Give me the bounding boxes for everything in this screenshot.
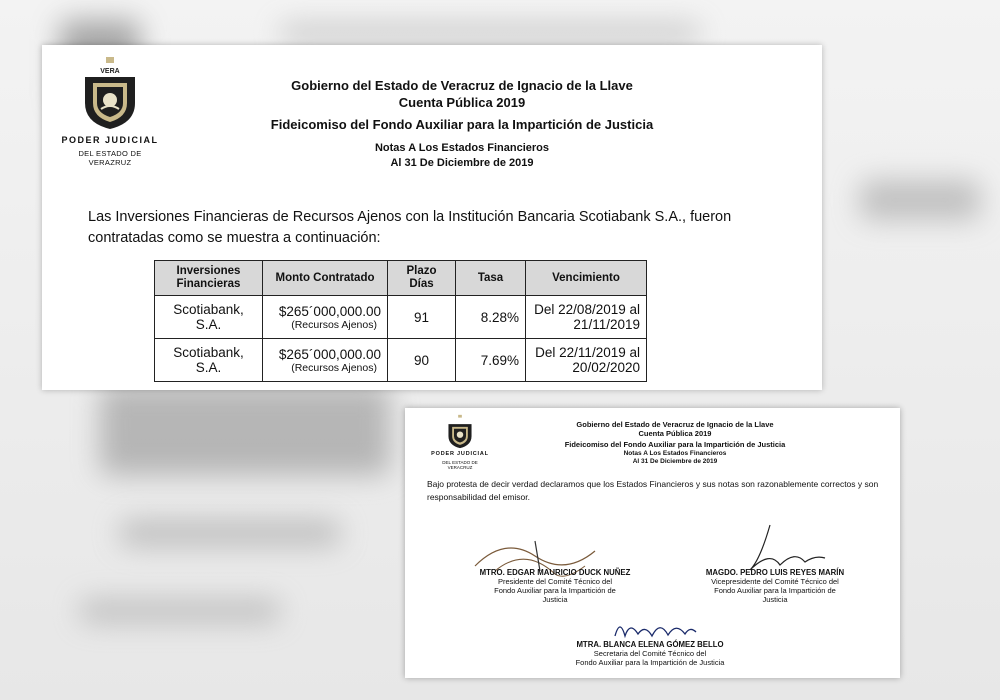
cell-institution: Scotiabank, S.A. — [155, 339, 263, 382]
column-header-institution: Inversiones Financieras — [155, 261, 263, 296]
signatory-role: Secretaria del Comité Técnico del — [593, 649, 707, 658]
table-row — [155, 339, 647, 382]
signatory-vicepresident — [670, 568, 880, 604]
header-date: Al 31 De Diciembre de 2019 — [390, 157, 534, 169]
cell-maturity: Del 22/11/2019 al 20/02/2020 — [526, 339, 647, 382]
coat-of-arms-icon — [445, 413, 475, 449]
logo-title: PODER JUDICIAL — [431, 451, 489, 457]
blurred-text — [80, 600, 280, 622]
column-header-days: Plazo Días — [388, 261, 456, 296]
coat-of-arms-icon — [79, 53, 141, 131]
column-header-maturity: Vencimiento — [526, 261, 647, 296]
signatory-role: Vicepresidente del Comité Técnico del — [711, 577, 839, 586]
signatory-role: Fondo Auxiliar para la Impartición de — [494, 586, 616, 595]
signature-page — [405, 408, 900, 678]
logo-title: PODER JUDICIAL — [61, 135, 159, 145]
signatory-name: MAGDO. PEDRO LUIS REYES MARÍN — [705, 568, 845, 577]
cell-maturity: Del 22/08/2019 al 21/11/2019 — [526, 296, 647, 339]
svg-text:VERA: VERA — [100, 68, 120, 75]
cell-rate: 7.69% — [456, 339, 526, 382]
header-date: Al 31 De Diciembre de 2019 — [632, 458, 718, 465]
header-government: Gobierno del Estado de Veracruz de Ignacio de la Llave — [291, 78, 633, 93]
column-header-rate: Tasa — [456, 261, 526, 296]
signatory-name: MTRO. EDGAR MAURICIO DUCK NUÑEZ — [479, 568, 631, 577]
header-trust-fund: Fideicomiso del Fondo Auxiliar para la Impartición de Justicia — [564, 440, 786, 449]
amount-value: $265´000,000.00 — [278, 303, 381, 319]
financial-notes-page — [42, 45, 822, 390]
signatory-secretary — [535, 640, 765, 667]
cell-amount — [263, 339, 388, 382]
signatory-role: Fondo Auxiliar para la Impartición de Justicia — [575, 658, 725, 667]
cell-rate: 8.28% — [456, 296, 526, 339]
poder-judicial-logo-small — [430, 413, 490, 470]
column-header-amount: Monto Contratado — [263, 261, 388, 296]
table-row — [155, 296, 647, 339]
declaration-paragraph: Bajo protesta de decir verdad declaramos que los Estados Financieros y sus notas son razonablemente correctos y son responsabilidad del emisor. — [427, 479, 879, 502]
logo-subtitle: DEL ESTADO DE VERACRUZ — [442, 460, 478, 470]
cell-amount — [263, 296, 388, 339]
signatory-role: Presidente del Comité Técnico del — [497, 577, 613, 586]
investments-table — [154, 260, 647, 382]
cell-days: 91 — [388, 296, 456, 339]
header-public-account: Cuenta Pública 2019 — [398, 95, 526, 110]
blurred-text — [860, 180, 980, 220]
amount-value: $265´000,000.00 — [278, 346, 381, 362]
signatory-role: Justicia — [542, 595, 568, 604]
intro-paragraph: Las Inversiones Financieras de Recursos Ajenos con la Institución Bancaria Scotiabank S.A., fueron contratadas como se muestra a continuación: — [88, 209, 732, 246]
blurred-text — [100, 385, 390, 475]
header-government: Gobierno del Estado de Veracruz de Ignacio de la Llave — [576, 420, 774, 429]
amount-note: (Recursos Ajenos) — [291, 318, 377, 331]
signatory-name: MTRA. BLANCA ELENA GÓMEZ BELLO — [576, 640, 724, 649]
blurred-text — [280, 25, 700, 41]
header-notes: Notas A Los Estados Financieros — [374, 142, 549, 154]
table-header-row — [155, 261, 647, 296]
signatory-president — [455, 568, 655, 604]
header-public-account: Cuenta Pública 2019 — [638, 429, 712, 438]
poder-judicial-logo — [60, 53, 160, 167]
amount-note: (Recursos Ajenos) — [291, 361, 377, 374]
signatory-role: Fondo Auxiliar para la Impartición de — [714, 586, 836, 595]
logo-subtitle: DEL ESTADO DE VERAZRUZ — [78, 149, 142, 167]
cell-institution: Scotiabank, S.A. — [155, 296, 263, 339]
blurred-text — [120, 520, 340, 546]
signatory-role: Justicia — [762, 595, 788, 604]
cell-days: 90 — [388, 339, 456, 382]
header-notes: Notas A Los Estados Financieros — [623, 450, 727, 457]
header-trust-fund: Fideicomiso del Fondo Auxiliar para la Impartición de Justicia — [270, 117, 654, 132]
